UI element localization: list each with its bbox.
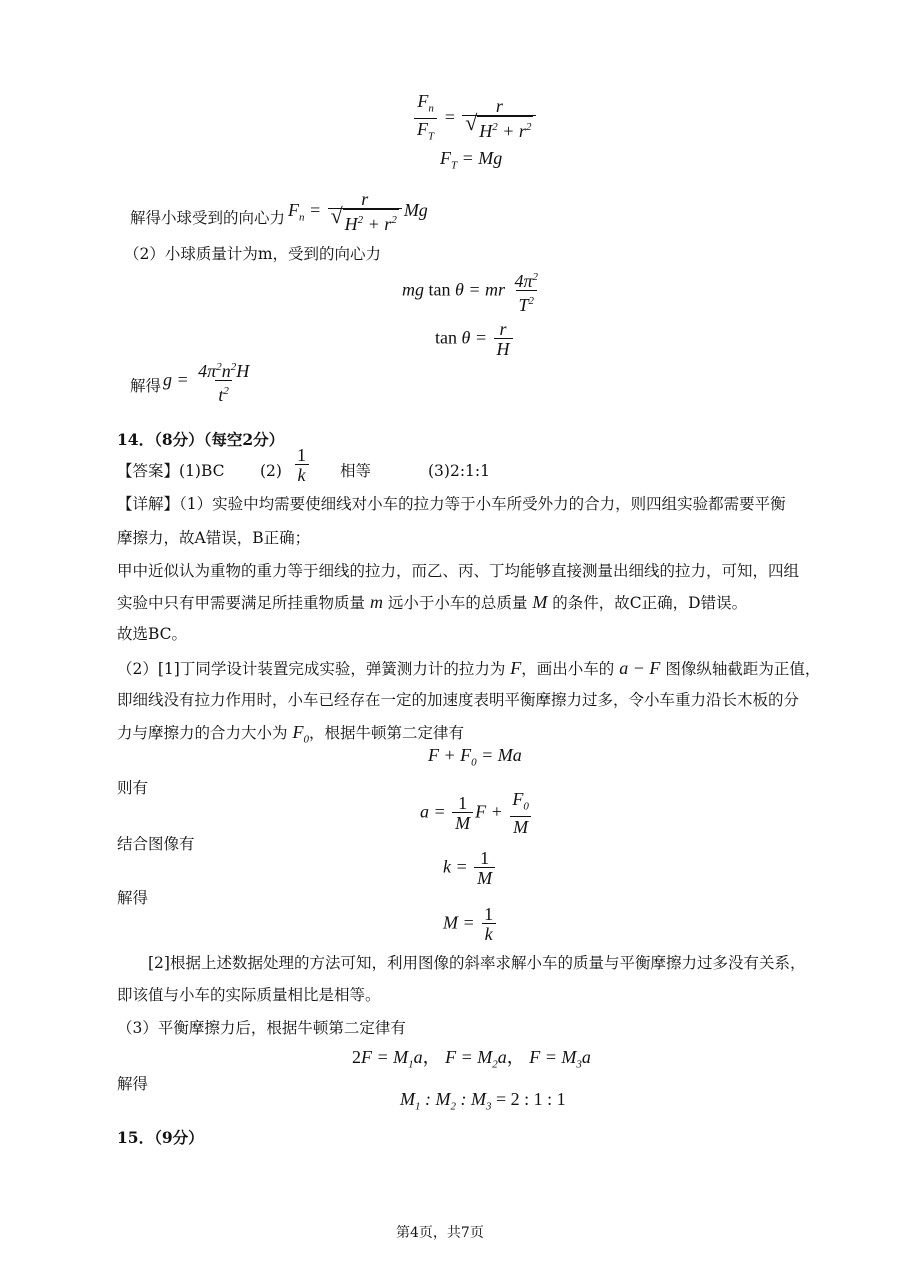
detail-p1b: 摩擦力，故A错误，B正确；: [117, 529, 311, 547]
line-then: 则有: [117, 779, 149, 797]
part2-intro: （2）小球质量计为m，受到的向心力: [124, 245, 382, 263]
eq-newton-1: $F + F_0 = Ma$: [428, 745, 522, 769]
detail-p1a: 【详解】（1）实验中均需要使细线对小车的拉力等于小车所受外力的合力，则四组实验都需要平衡: [117, 495, 786, 513]
eq-tan-theta: tan θ = $\frac{r}{H}$: [435, 320, 515, 359]
eq-mass-ratio: $M_1$ : $M_2$ : $M_3 = 2$ : 1 : 1: [400, 1089, 566, 1113]
eq-g: g = $\frac{4\pi^2n^2H}{t^2}$: [163, 361, 250, 405]
eq-centripetal: mg tan θ = mr $\frac{4\pi^2}{T^2}$: [402, 271, 539, 315]
detail-p2b: 实验中只有甲需要满足所挂重物质量 m 远小于小车的总质量 M 的条件，故C正确，D错误。: [117, 592, 748, 612]
answer-3: (3)2:1:1: [428, 462, 490, 480]
answer-2-label: (2): [260, 462, 282, 480]
detail-p6: （3）平衡摩擦力后，根据牛顿第二定律有: [117, 1019, 406, 1037]
eq-a: a = $\frac{1}{M}$ F + $\frac{F_0}{M}$: [420, 790, 534, 837]
detail-p2a: 甲中近似认为重物的重力等于细线的拉力，而乙、丙、丁均能够直接测量出细线的拉力，可知，四组: [117, 562, 800, 580]
page-footer: 第4页，共7页: [396, 1225, 484, 1241]
eq-k: k = $\frac{1}{M}$: [443, 849, 497, 888]
answer-2-frac: $\frac{1}{k}$: [292, 446, 311, 485]
q14-answer-row: 【答案】(1)BC: [117, 462, 225, 480]
detail-p4b: 即细线没有拉力作用时，小车已经存在一定的加速度表明平衡摩擦力过多，令小车重力沿长木板的分: [117, 691, 800, 709]
answer-2-word: 相等: [340, 462, 372, 480]
eq-fn: $F_n$ = r √ $H^2 + r^2$ Mg: [288, 190, 428, 234]
eq-ft-mg: $F_T = Mg$: [440, 148, 503, 172]
detail-p5b: 即该值与小车的实际质量相比是相等。: [117, 986, 381, 1004]
detail-p4c: 力与摩擦力的合力大小为 $F_0$，根据牛顿第二定律有: [117, 722, 464, 746]
q15-title: 15．（9分）: [117, 1128, 204, 1147]
line-solve-2: 解得: [117, 1075, 149, 1093]
detail-p5a: [2]根据上述数据处理的方法可知，利用图像的斜率求解小车的质量与平衡摩擦力过多没有关系，: [148, 954, 806, 972]
q14-title: 14．（8分）（每空2分）: [117, 430, 285, 449]
eq-m: M = $\frac{1}{k}$: [443, 905, 498, 944]
detail-p4a: （2）[1]丁同学设计装置完成实验，弹簧测力计的拉力为 F，画出小车的 a − F 图像纵轴截距为正值，: [117, 658, 821, 678]
answer-label: 【答案】: [117, 462, 180, 480]
line-solve-g: 解得: [130, 377, 162, 395]
line-solve-fn: 解得小球受到的向心力: [130, 209, 286, 227]
detail-p3: 故选BC。: [117, 625, 188, 643]
eq-three-forces: $2F = M_1a$， $F = M_2a$， $F = M_3a$: [352, 1047, 591, 1071]
line-solve-1: 解得: [117, 889, 149, 907]
line-combine: 结合图像有: [117, 835, 195, 853]
eq-fn-ft-ratio: $\frac{F_n}{F_T}$ = r √ $H^2 + r^2$: [412, 92, 538, 146]
